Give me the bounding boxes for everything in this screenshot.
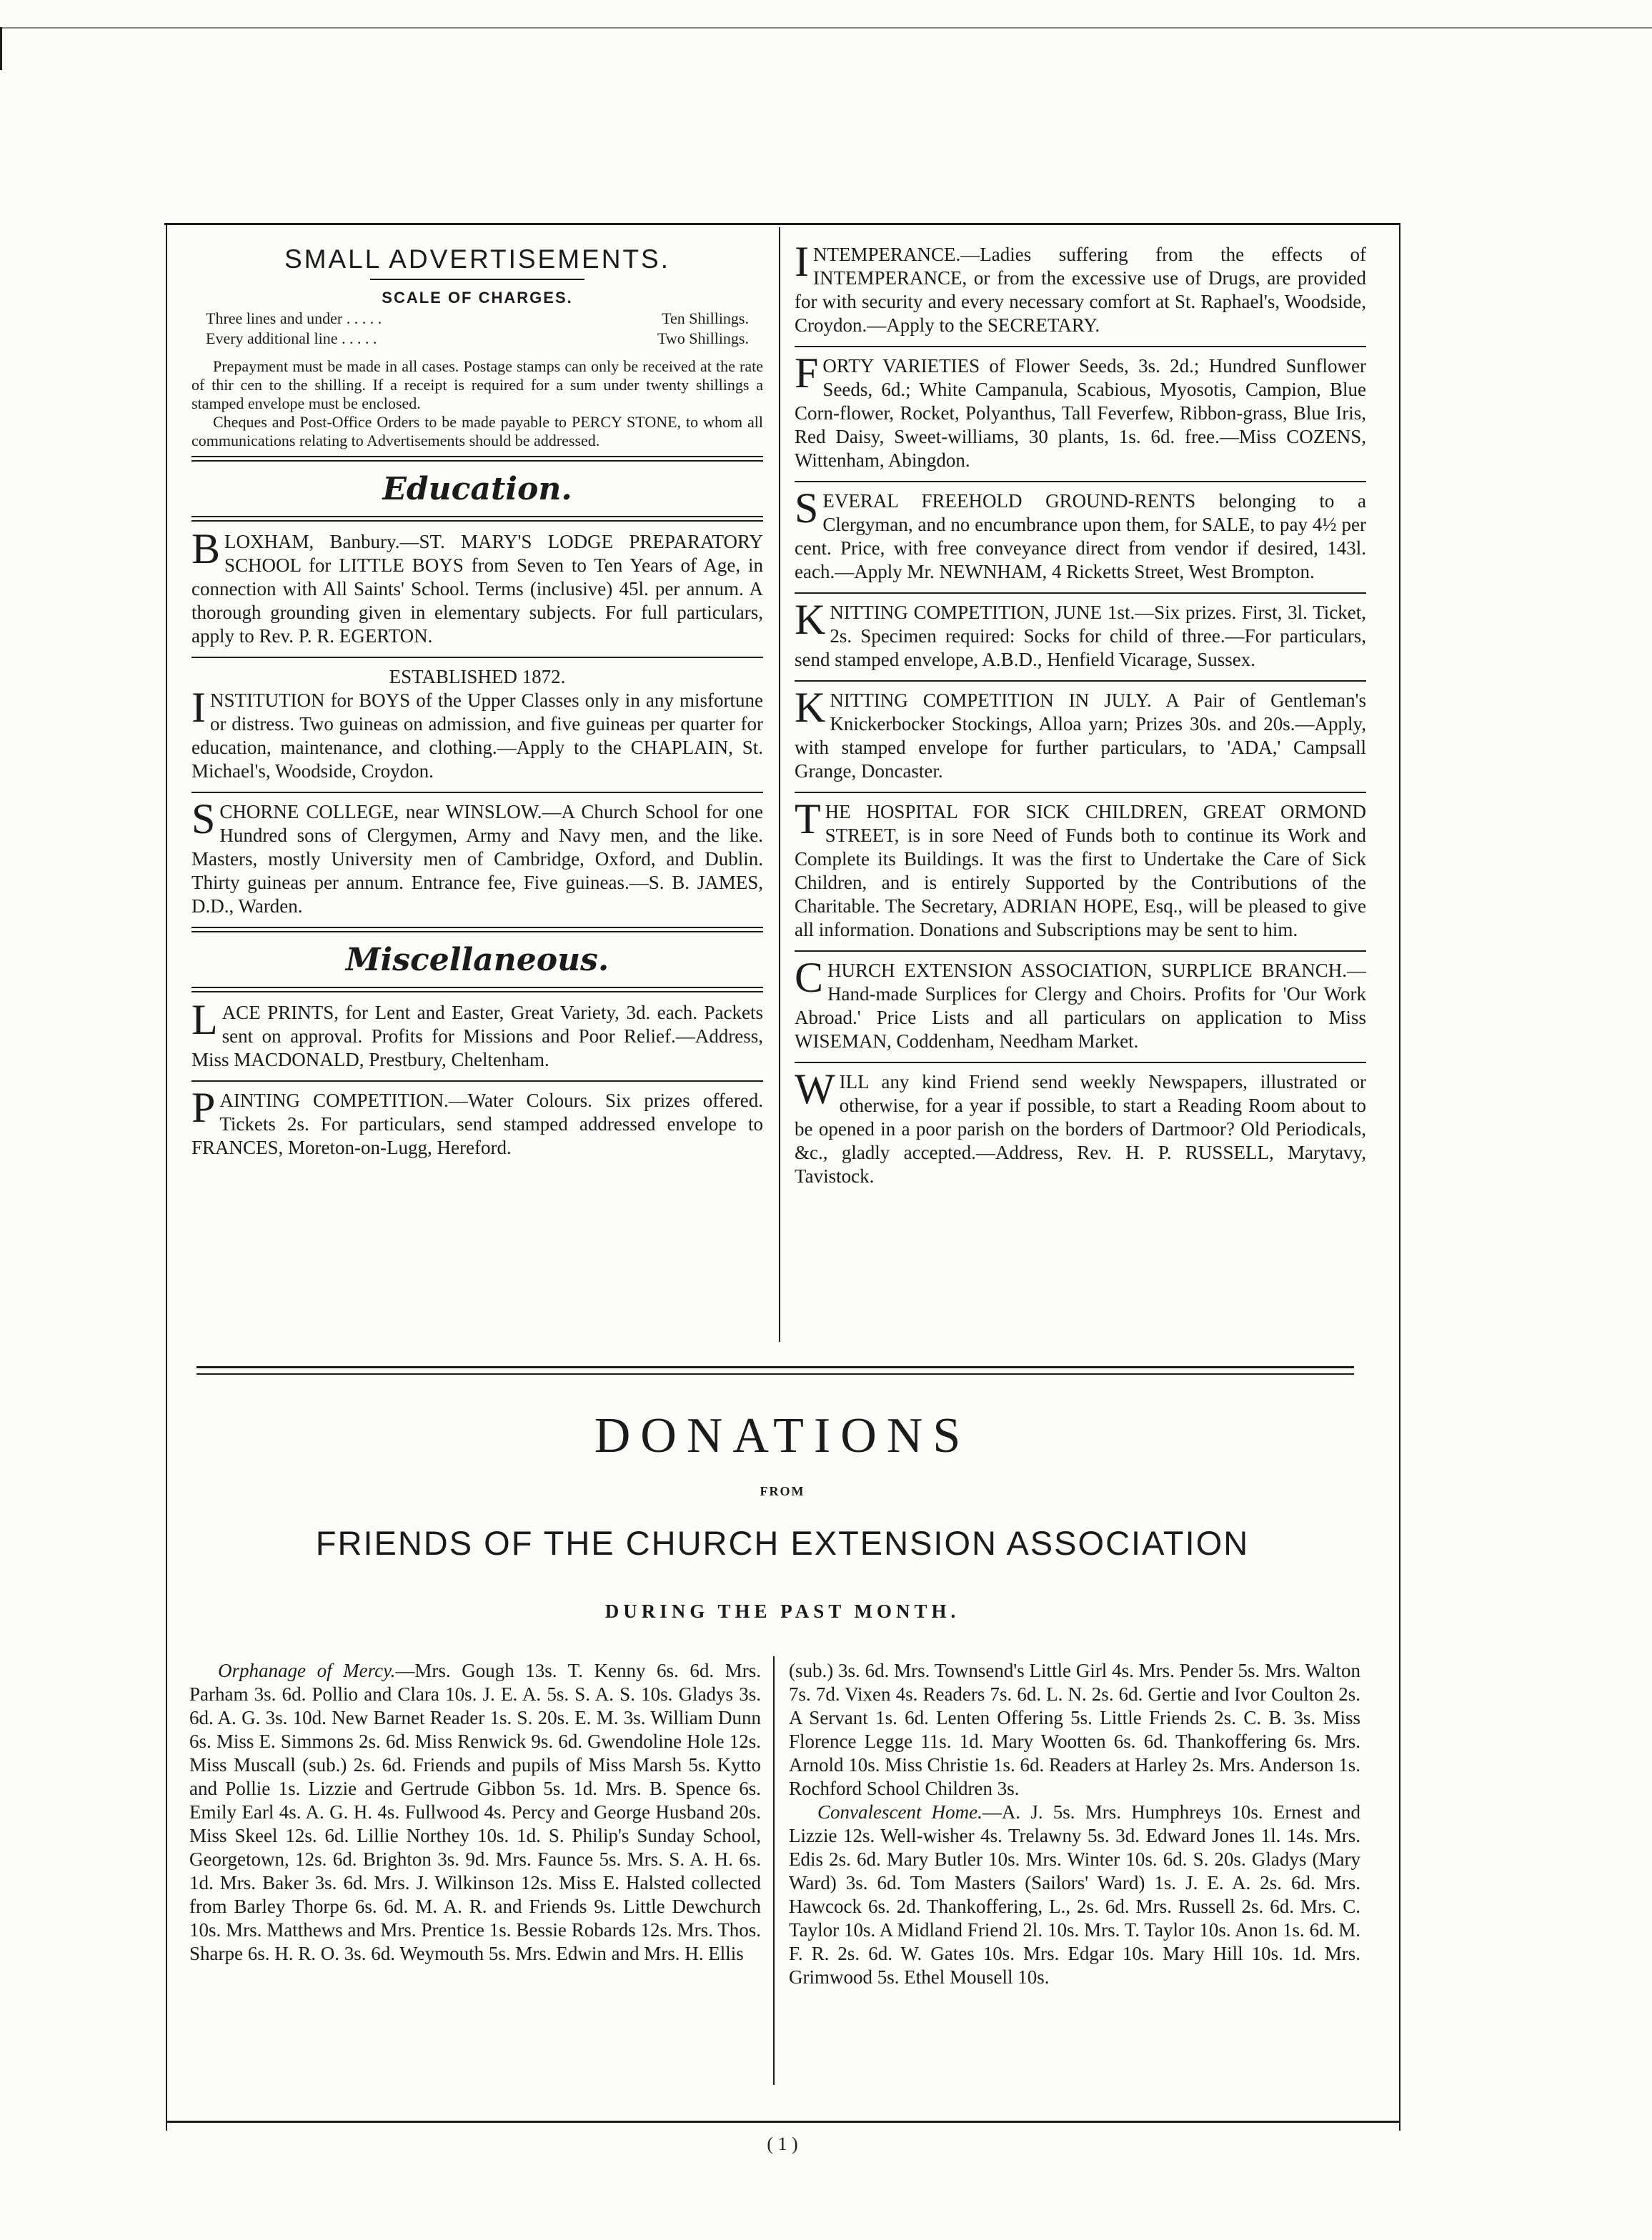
dropcap: S bbox=[191, 795, 216, 842]
page-number: ( 1 ) bbox=[767, 2134, 798, 2154]
right-ad-column bbox=[795, 238, 1366, 1197]
dropcap: T bbox=[795, 795, 821, 842]
donations-title: DONATIONS bbox=[594, 1408, 971, 1463]
section-rule bbox=[191, 927, 763, 932]
ad-schorne bbox=[191, 795, 763, 918]
ad-newspapers bbox=[795, 1065, 1366, 1188]
convalescent-list: —A. J. 5s. Mrs. Humphreys 10s. Ernest and Lizzie 12s. Well-wisher 4s. Trelawny 5s. 3d. Edward Jones 1l. 14s. Mrs. Edis 2s. 6d. Mary Butler 10s. Mrs. Winter 10s. 6d. S. 20s. Gladys (Mary Ward) 3s. 6d. Tom Masters (Sailors' Ward) 1s. J. E. A. 2s. 6d. Mrs. Hawcock 6s. 2d. Thankoffering, L., 2s. 6d. Mrs. Russell 2s. 6d. Mrs. C. Taylor 10s. A Midland Friend 2l. 10s. Mrs. T. Taylor 10s. Anon 1s. 6d. M. F. R. 2s. 6d. W. Gates 10s. Mrs. Edgar 10s. Mary Hill 10s. 1d. Mrs. Grimwood 5s. Ethel Mousell 10s. bbox=[789, 1801, 1360, 1988]
dropcap: I bbox=[795, 238, 809, 285]
dropcap: F bbox=[795, 349, 819, 397]
ad-institution bbox=[191, 684, 763, 783]
top-scan-line bbox=[0, 27, 1652, 29]
ad-intemperance bbox=[795, 238, 1366, 337]
dropcap: P bbox=[191, 1084, 216, 1131]
left-ad-column bbox=[191, 243, 763, 1168]
dropcap: I bbox=[191, 684, 206, 731]
ad-lace-prints bbox=[191, 996, 763, 1072]
column-divider bbox=[779, 227, 780, 1342]
scale-label: Every additional line . . . . . bbox=[206, 329, 377, 347]
scale-row-1 bbox=[191, 309, 763, 329]
dropcap: C bbox=[795, 954, 824, 1001]
convalescent-label: Convalescent Home. bbox=[817, 1801, 982, 1823]
ad-rule bbox=[795, 950, 1366, 952]
ad-text: HE HOSPITAL FOR SICK CHILDREN, GREAT ORMOND STREET, is in sore Need of Funds both to continue its Work and Complete its Buildings. It was the first to Undertake the Care of Sick Children, and is entirely Supported by the Contributions of the Charitable. The Secretary, ADRIAN HOPE, Esq., will be pleased to give all information. Donations and Subscriptions may be sent to him. bbox=[795, 801, 1366, 940]
donations-left-column bbox=[189, 1659, 761, 1966]
ad-surplice bbox=[795, 954, 1366, 1053]
established-subhead: ESTABLISHED 1872. bbox=[389, 666, 566, 687]
ad-rule bbox=[795, 1062, 1366, 1063]
donations-column-divider bbox=[773, 1656, 775, 2085]
ad-text: NSTITUTION for BOYS of the Upper Classes only in any misfortune or distress. Two guineas on admission, and five guineas per quarter for education, maintenance, and clothing.—Apply to the CHAPLAIN, St. Michael's, Woodside, Croydon. bbox=[191, 690, 763, 782]
ad-text: NITTING COMPETITION IN JULY. A Pair of Gentleman's Knickerbocker Stockings, Alloa yarn; Prizes 30s. and 20s.—Apply, with stamped envelope for further particulars, to 'ADA,' Campsall Grange, Doncaster. bbox=[795, 690, 1366, 782]
frame-left-rule bbox=[166, 223, 167, 2131]
donations-from: FROM bbox=[760, 1484, 805, 1498]
ad-rule bbox=[795, 792, 1366, 793]
donations-right-column bbox=[789, 1659, 1360, 1989]
scale-label: Three lines and under . . . . . bbox=[206, 309, 382, 327]
cheques-note: Cheques and Post-Office Orders to be made payable to PERCY STONE, to whom all communications relating to Advertisements should be addressed. bbox=[191, 413, 763, 449]
ad-knitting-june bbox=[795, 596, 1366, 672]
ad-text: ILL any kind Friend send weekly Newspapers, illustrated or otherwise, for a year if possible, to start a Reading Room about to be opened in a poor parish on the borders of Dartmoor? Old Periodicals, &c., gladly accepted.—Address, Rev. H. P. RUSSELL, Marytavy, Tavistock. bbox=[795, 1071, 1366, 1187]
frame-top-rule bbox=[164, 223, 1400, 225]
ad-painting bbox=[191, 1084, 763, 1160]
ad-rule bbox=[191, 1080, 763, 1082]
ad-text: HURCH EXTENSION ASSOCIATION, SURPLICE BRANCH.—Hand-made Surplices for Clergy and Choirs. Profits for 'Our Work Abroad.' Price Lists and all particulars on application to Miss WISEMAN, Coddenham, Needham Market. bbox=[795, 960, 1366, 1052]
section-rule bbox=[191, 987, 763, 992]
ad-text: NITTING COMPETITION, JUNE 1st.—Six prizes. First, 3l. Ticket, 2s. Specimen required: Socks for child of three.—For particulars, send stamped envelope, A.B.D., Henfield Vicarage, Sussex. bbox=[795, 602, 1366, 670]
ad-rule bbox=[191, 657, 763, 658]
dropcap: K bbox=[795, 596, 826, 643]
dropcap: S bbox=[795, 484, 819, 532]
donations-subtitle: FRIENDS OF THE CHURCH EXTENSION ASSOCIATION bbox=[315, 1524, 1250, 1562]
ad-rule bbox=[191, 792, 763, 793]
orphanage-list-cont: (sub.) 3s. 6d. Mrs. Townsend's Little Girl 4s. Mrs. Pender 5s. Mrs. Walton 7s. 7d. Vixen 4s. Readers 7s. 6d. L. N. 2s. 6d. Gertie and Ivor Coulton 2s. A Servant 1s. 6d. Lenten Offering 5s. Little Friends 2s. C. B. 3s. Miss Florence Legge 11s. 1d. Mary Wootten 6s. 6d. Thankoffering 6s. Mrs. Arnold 10s. Miss Christie 1s. 6d. Readers at Harley 2s. Mrs. Anderson 1s. Rochford School Children 3s. bbox=[789, 1660, 1360, 1799]
dropcap: W bbox=[795, 1065, 835, 1112]
education-heading: Education. bbox=[382, 471, 572, 507]
orphanage-label: Orphanage of Mercy. bbox=[218, 1660, 396, 1681]
scale-row-2 bbox=[191, 329, 763, 349]
ad-text: EVERAL FREEHOLD GROUND-RENTS belonging to a Clergyman, and no encumbrance upon them, for SALE, to pay 4½ per cent. Price, with free conveyance direct from vendor if desired, 143l. each.—Apply Mr. NEWNHAM, 4 Ricketts Street, West Brompton. bbox=[795, 490, 1366, 582]
prepayment-note: Prepayment must be made in all cases. Postage stamps can only be received at the rate of thir cen to the shilling. If a receipt is required for a sum under twenty shillings a stamped envelope must be enclosed. bbox=[191, 357, 763, 412]
ad-text: NTEMPERANCE.—Ladies suffering from the effects of INTEMPERANCE, or from the excessive use of Drugs, are provided for with security and every necessary comfort at St. Raphael's, Woodside, Croydon.—Apply to the SECRETARY. bbox=[795, 244, 1366, 336]
dropcap: L bbox=[191, 996, 218, 1043]
ad-text: AINTING COMPETITION.—Water Colours. Six prizes offered. Tickets 2s. For particulars, send stamped addressed envelope to FRANCES, Moreton-on-Lugg, Hereford. bbox=[191, 1090, 763, 1158]
ad-rule bbox=[795, 346, 1366, 347]
ad-hospital bbox=[795, 795, 1366, 942]
ad-rule bbox=[795, 481, 1366, 482]
title-rule bbox=[370, 279, 584, 280]
ad-ground-rents bbox=[795, 484, 1366, 584]
left-scan-line bbox=[0, 27, 2, 70]
donations-top-rule bbox=[196, 1366, 1354, 1368]
scale-price: Two Shillings. bbox=[657, 329, 749, 347]
miscellaneous-heading: Miscellaneous. bbox=[345, 942, 609, 978]
convalescent-entry bbox=[789, 1801, 1360, 1989]
donations-period: DURING THE PAST MONTH. bbox=[604, 1601, 960, 1622]
scale-price: Ten Shillings. bbox=[662, 309, 749, 327]
orphanage-list: —Mrs. Gough 13s. T. Kenny 6s. 6d. Mrs. Parham 3s. 6d. Pollio and Clara 10s. J. E. A. 5s. S. A. S. 10s. Gladys 3s. 6d. A. G. 3s. 10d. New Barnet Reader 1s. S. 20s. E. M. 3s. William Dunn 6s. Miss E. Simmons 2s. 6d. Miss Renwick 9s. 6d. Gwendoline Hole 12s. Miss Muscall (sub.) 2s. 6d. Friends and pupils of Miss Marsh 5s. Kytto and Pollie 1s. Lizzie and Gertrude Gibbon 5s. 1d. Mrs. B. Spence 6s. Emily Earl 4s. A. G. H. 4s. Fullwood 4s. Percy and George Husband 20s. Miss Skeel 12s. 6d. Lillie Northey 10s. 1d. S. Philip's Sunday School, Georgetown, 12s. 6d. Brighton 3s. 9d. Mrs. Faunce 5s. Mrs. S. A. H. 6s. 1d. Mrs. Baker 3s. 6d. Mrs. J. Wilkinson 12s. Miss E. Halsted collected from Barley Thorpe 6s. 6d. M. A. R. and Friends 9s. Little Dewchurch 10s. Mrs. Matthews and Mrs. Prentice 1s. Bessie Robards 12s. Mrs. Thos. Sharpe 6s. H. R. O. 3s. 6d. Weymouth 5s. Mrs. Edwin and Mrs. H. Ellis bbox=[189, 1660, 761, 1964]
dropcap: K bbox=[795, 684, 826, 731]
ad-flower-seeds bbox=[795, 349, 1366, 472]
dropcap: B bbox=[191, 525, 221, 572]
frame-right-rule bbox=[1399, 223, 1400, 2131]
ad-rule bbox=[795, 680, 1366, 682]
ad-text: CHORNE COLLEGE, near WINSLOW.—A Church School for one Hundred sons of Clergymen, Army and Navy men, and the like. Masters, mostly University men of Cambridge, Oxford, and Dublin. Thirty guineas per annum. Entrance fee, Five guineas.—S. B. JAMES, D.D., Warden. bbox=[191, 801, 763, 917]
donations-top-rule-2 bbox=[196, 1373, 1354, 1375]
small-ads-title: SMALL ADVERTISEMENTS. bbox=[284, 244, 671, 274]
bottom-rule bbox=[166, 2121, 1400, 2123]
scale-title: SCALE OF CHARGES. bbox=[382, 289, 573, 307]
ad-bloxham bbox=[191, 525, 763, 648]
section-rule bbox=[191, 456, 763, 462]
ad-knitting-july bbox=[795, 684, 1366, 783]
ad-rule bbox=[795, 592, 1366, 594]
ad-text: ORTY VARIETIES of Flower Seeds, 3s. 2d.; Hundred Sunflower Seeds, 6d.; White Campanula, Scabious, Myosotis, Campion, Blue Corn-flower, Rocket, Polyanthus, Tall Feverfew, Ribbon-grass, Blue Iris, Red Daisy, Sweet-williams, 30 plants, 1s. 6d. free.—Miss COZENS, Wittenham, Abingdon. bbox=[795, 355, 1366, 471]
section-rule bbox=[191, 516, 763, 522]
ad-text: LOXHAM, Banbury.—ST. MARY'S LODGE PREPARATORY SCHOOL for LITTLE BOYS from Seven to Ten Years of Age, in connection with All Saints' School. Terms (inclusive) 45l. per annum. A thorough grounding given in elementary subjects. For full particulars, apply to Rev. P. R. EGERTON. bbox=[191, 531, 763, 647]
ad-text: ACE PRINTS, for Lent and Easter, Great Variety, 3d. each. Packets sent on approval. Profits for Missions and Poor Relief.—Address, Miss MACDONALD, Prestbury, Cheltenham. bbox=[191, 1002, 763, 1070]
